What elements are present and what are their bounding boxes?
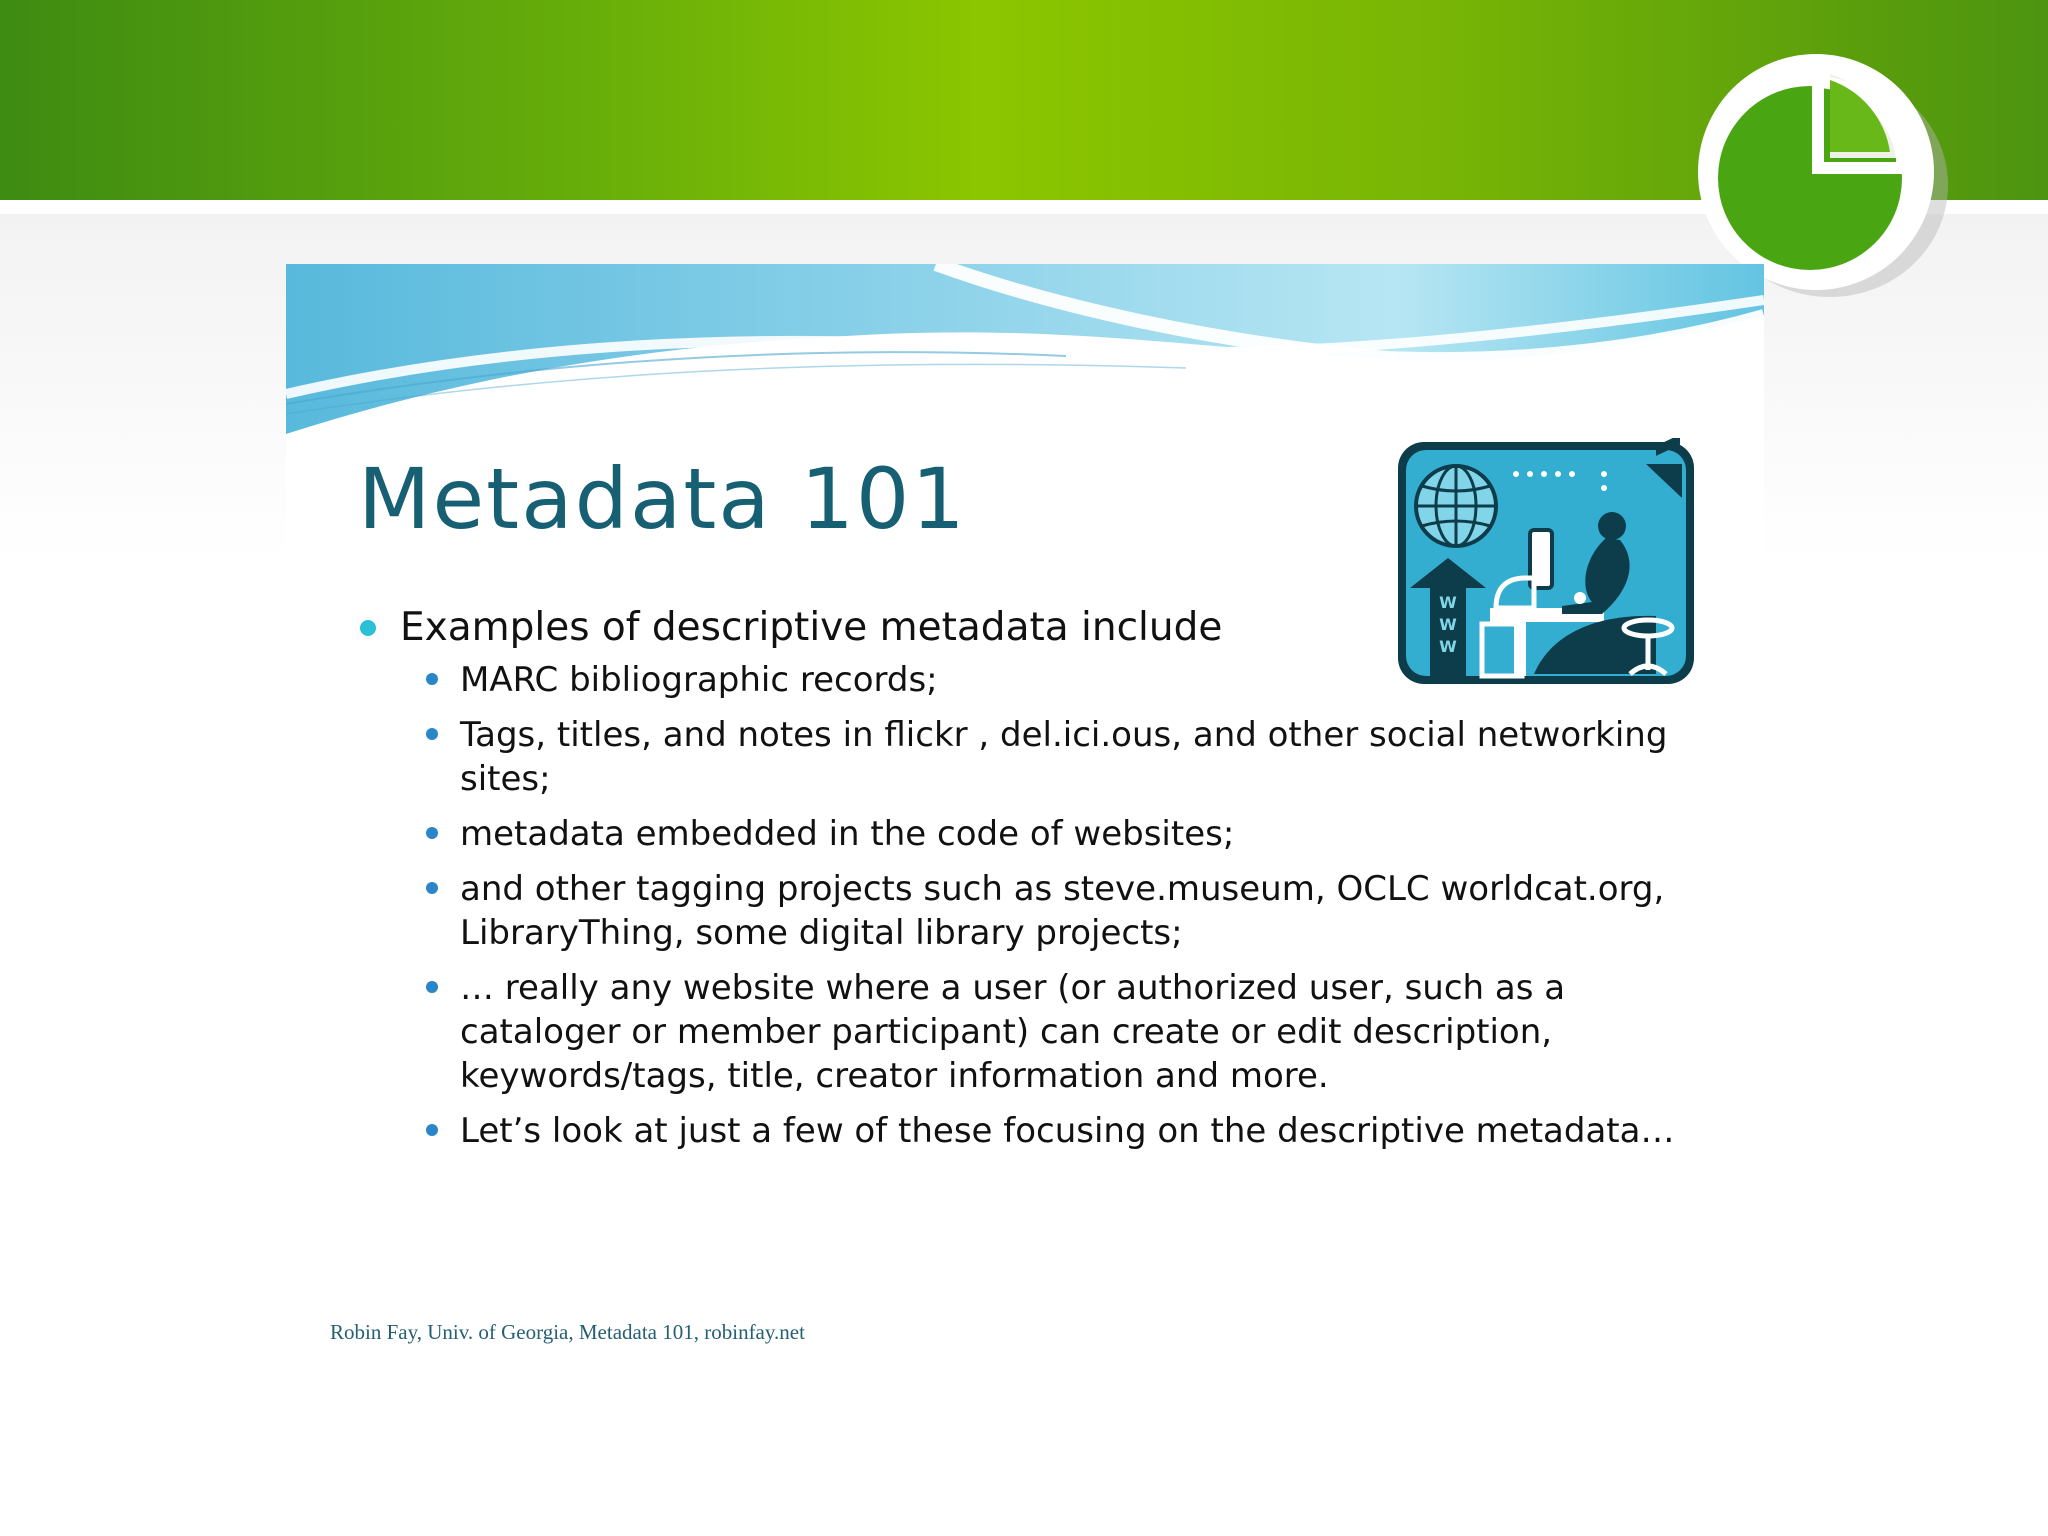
- sub-bullet-item: and other tagging projects such as steve.museum, OCLC worldcat.org, LibraryThing, some digital library projects;: [460, 867, 1718, 955]
- clipart-letter: W: [1439, 593, 1457, 612]
- sub-bullet-item: Tags, titles, and notes in flickr , del.ici.ous, and other social networking sites;: [460, 713, 1718, 801]
- bullet-text: Examples of descriptive metadata include: [400, 605, 1223, 650]
- sub-bullet-item: metadata embedded in the code of websites;: [460, 812, 1718, 856]
- bullet-item: [358, 602, 1718, 654]
- sub-bullet-item: Let’s look at just a few of these focusing on the descriptive metadata…: [460, 1109, 1718, 1153]
- pie-chart-logo-icon: [1670, 40, 1970, 300]
- clipart-letter: W: [1439, 615, 1457, 634]
- decorative-wave: [286, 264, 1764, 444]
- sub-bullet-list: [358, 658, 1718, 1153]
- sub-bullet-item: MARC bibliographic records;: [460, 658, 1718, 702]
- bullet-list: [358, 602, 1718, 1164]
- slide-title: Metadata 101: [358, 450, 967, 548]
- slide-content-area: [286, 264, 1764, 1374]
- clipart-letter: W: [1439, 637, 1457, 656]
- sub-bullet-group: [358, 658, 1718, 1153]
- sub-bullet-item: … really any website where a user (or authorized user, such as a cataloger or member participant) can create or edit description, keywords/tags, title, creator information and more.: [460, 966, 1718, 1098]
- slide-footer: Robin Fay, Univ. of Georgia, Metadata 101, robinfay.net: [330, 1320, 805, 1344]
